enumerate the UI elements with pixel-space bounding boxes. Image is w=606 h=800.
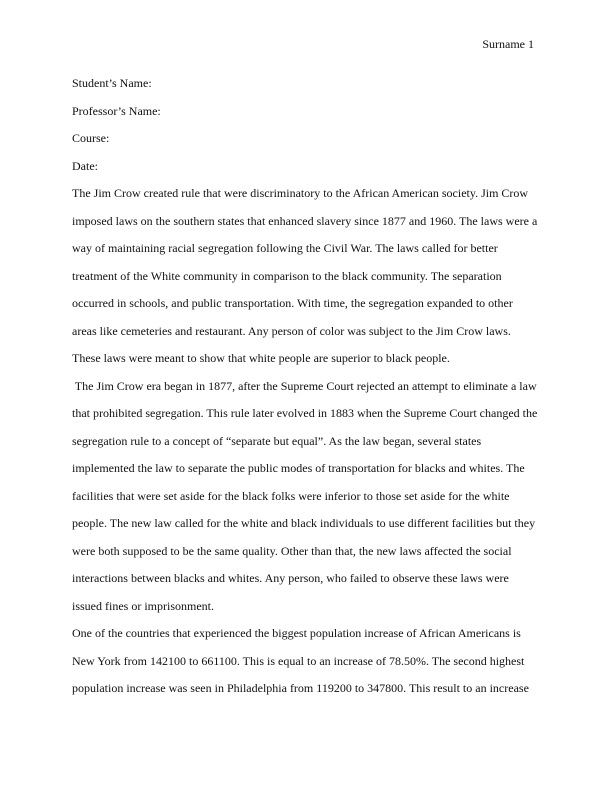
paragraph-line: The Jim Crow created rule that were discriminatory to the African American society. Jim Crow	[72, 186, 529, 200]
professor-name-line: Professor’s Name:	[72, 103, 161, 118]
paragraph-line: implemented the law to separate the public modes of transportation for blacks and whites. The	[72, 461, 525, 475]
paragraph-line: people. The new law called for the white and black individuals to use different facilities but they	[72, 516, 536, 530]
paragraph-line: that prohibited segregation. This rule later evolved in 1883 when the Supreme Court changed the	[72, 406, 538, 420]
paragraph-line: New York from 142100 to 661100. This is equal to an increase of 78.50%. The second highest	[72, 653, 525, 668]
paragraph-line: The Jim Crow era began in 1877, after the Supreme Court rejected an attempt to eliminate a law	[72, 378, 537, 393]
paragraph-2	[72, 373, 546, 621]
course-line: Course:	[72, 131, 110, 145]
paragraph-line: segregation rule to a concept of “separate but equal”. As the law began, several states	[72, 433, 482, 448]
paragraph-line: occurred in schools, and public transportation. With time, the segregation expanded to other	[72, 296, 513, 310]
date-line: Date:	[72, 158, 98, 173]
paragraph-line: were both supposed to be the same quality. Other than that, the new laws affected the social	[72, 543, 512, 558]
paragraph-3	[72, 620, 546, 703]
paragraph-line: way of maintaining racial segregation following the Civil War. The laws called for better	[72, 241, 498, 255]
document-body	[72, 70, 546, 703]
paragraph-line: issued fines or imprisonment.	[72, 598, 214, 613]
paragraph-line: imposed laws on the southern states that enhanced slavery since 1877 and 1960. The laws were a	[72, 213, 538, 228]
paragraph-line: areas like cemeteries and restaurant. Any person of color was subject to the Jim Crow laws.	[72, 323, 511, 338]
student-name-line: Student’s Name:	[72, 76, 152, 90]
paragraph-line: treatment of the White community in comparison to the black community. The separation	[72, 268, 502, 283]
paragraph-line: facilities that were set aside for the black folks were inferior to those set aside for the white	[72, 488, 510, 503]
paragraph-1	[72, 180, 546, 373]
paragraph-line: One of the countries that experienced the biggest population increase of African Americans is	[72, 626, 521, 640]
paragraph-line: These laws were meant to show that white people are superior to black people.	[72, 351, 450, 365]
running-head: Surname 1	[482, 37, 534, 51]
paragraph-line: population increase was seen in Philadelphia from 119200 to 347800. This result to an increase	[72, 681, 529, 695]
paragraph-line: interactions between blacks and whites. Any person, who failed to observe these laws were	[72, 571, 509, 585]
